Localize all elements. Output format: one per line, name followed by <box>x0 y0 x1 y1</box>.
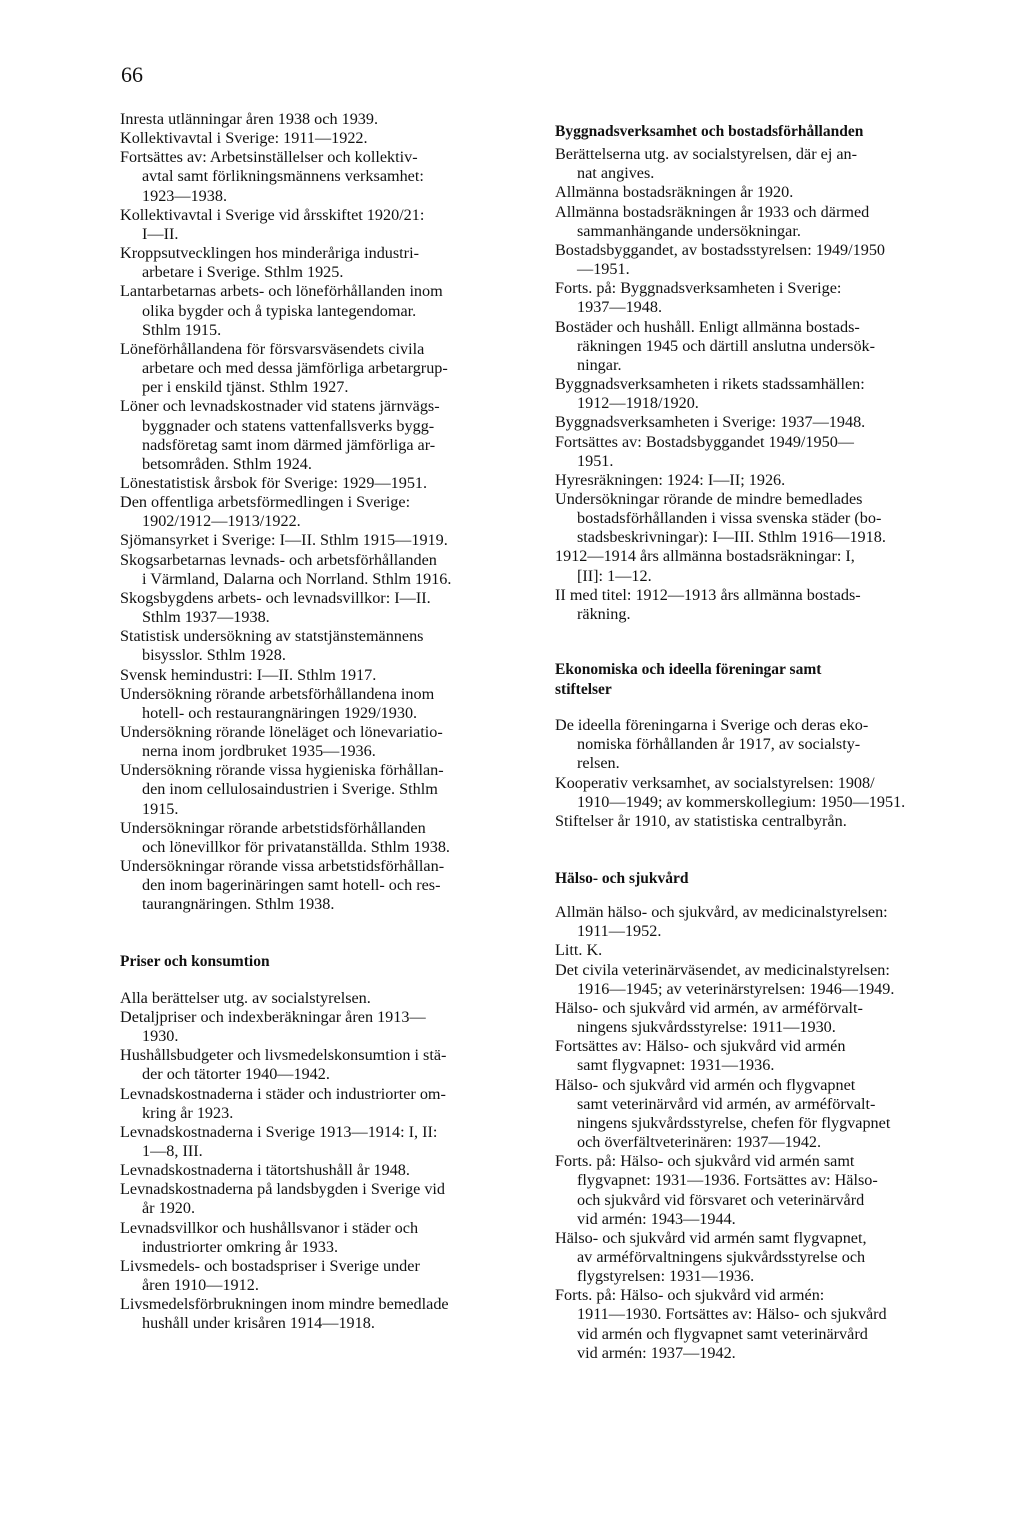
entry-continuation-line: olika bygder och å typiska lantegendomar. <box>142 301 417 320</box>
entry-continuation-line: [II]: 1—12. <box>577 566 652 585</box>
entry-line: Livsmedels- och bostadspriser i Sverige under <box>120 1256 420 1275</box>
entry-line: Kollektivavtal i Sverige vid årsskiftet 1920/21: <box>120 205 425 224</box>
list-item <box>120 1257 531 1295</box>
entry-continuation-line: åren 1910—1912. <box>142 1276 259 1295</box>
entry-continuation-line: sammanhängande undersökningar. <box>577 221 801 240</box>
entry-continuation-line: ningens sjukvårdsstyrelse, chefen för flygvapnet <box>577 1113 891 1132</box>
list-item <box>120 857 531 914</box>
list-item <box>120 819 531 857</box>
entry-continuation-line: vid armén: 1937—1942. <box>577 1343 736 1362</box>
entry-line: Allmän hälso- och sjukvård, av medicinalstyrelsen: <box>555 903 888 922</box>
section-spacer <box>555 624 965 660</box>
list-item <box>120 340 531 397</box>
entry-line: Fortsättes av: Bostadsbyggandet 1949/1950— <box>555 432 854 451</box>
entry-line: Bostäder och hushåll. Enligt allmänna bostads- <box>555 317 860 336</box>
list-item <box>120 685 531 723</box>
list-item <box>555 999 965 1037</box>
entry-line: II med titel: 1912—1913 års allmänna bostads- <box>555 585 861 604</box>
list-item <box>120 1046 531 1084</box>
list-item <box>120 627 531 665</box>
entry-line: Fortsättes av: Arbetsinställelser och kollektiv- <box>120 148 418 167</box>
entry-line: Forts. på: Hälso- och sjukvård vid armén samt <box>555 1152 855 1171</box>
list-item <box>120 1219 531 1257</box>
list-item <box>555 961 965 999</box>
list-item <box>120 493 531 531</box>
entry-continuation-line: 1916—1945; av veterinärstyrelsen: 1946—1949. <box>577 979 895 998</box>
entry-continuation-line: 1951. <box>577 451 614 470</box>
entry-continuation-line: vid armén: 1943—1944. <box>577 1209 736 1228</box>
entry-line: Kollektivavtal i Sverige: 1911—1922. <box>120 129 368 148</box>
entry-continuation-line: år 1920. <box>142 1199 196 1218</box>
list-item <box>120 1161 531 1180</box>
entry-line: Alla berättelser utg. av socialstyrelsen. <box>120 988 371 1007</box>
section-heading-ekonomiska: Ekonomiska och ideella föreningar samt stiftelser <box>555 661 822 699</box>
section-spacer <box>120 915 531 952</box>
list-item <box>120 206 531 244</box>
entry-continuation-line: 1911—1930. Fortsättes av: Hälso- och sjukvård <box>577 1305 887 1324</box>
list-item <box>555 1286 965 1363</box>
entry-line: Byggnadsverksamheten i rikets stadssamhällen: <box>555 375 865 394</box>
entry-line: Litt. K. <box>555 941 603 960</box>
entry-line: Allmänna bostadsräkningen år 1920. <box>555 183 794 202</box>
entry-continuation-line: den inom cellulosaindustrien i Sverige. Sthlm <box>142 780 438 799</box>
list-item <box>555 774 965 812</box>
entry-line: Undersökning rörande löneläget och lönevariatio- <box>120 723 443 741</box>
entry-line: 1912—1914 års allmänna bostadsräkningar: I, <box>555 547 855 566</box>
list-item <box>120 282 531 339</box>
entry-continuation-line: vid armén och flygvapnet samt veterinärvård <box>577 1324 868 1343</box>
entry-continuation-line: arbetare och med dessa jämförliga arbetargrup- <box>142 359 448 378</box>
list-item <box>120 551 531 589</box>
section-heading-halso: Hälso- och sjukvård <box>555 870 689 887</box>
entry-continuation-line: 1937—1948. <box>577 298 662 317</box>
byggnad-list <box>555 145 965 624</box>
entry-continuation-line: i Värmland, Dalarna och Norrland. Sthlm 1916. <box>142 569 452 588</box>
list-item <box>120 989 531 1008</box>
entry-line: Undersökningar rörande de mindre bemedlades <box>555 489 863 508</box>
entry-continuation-line: stadsbeskrivningar): I—III. Sthlm 1916—1918. <box>577 528 886 547</box>
list-item <box>555 1152 965 1229</box>
list-item <box>555 547 965 585</box>
list-item <box>120 129 531 148</box>
list-item <box>555 586 965 624</box>
list-item <box>555 716 965 773</box>
list-item <box>120 761 531 818</box>
entry-continuation-line: räkningen 1945 och därtill anslutna undersök- <box>577 336 876 355</box>
entry-continuation-line: 1912—1918/1920. <box>577 394 699 413</box>
entry-continuation-line: samt veterinärvård vid armén, av arméförvalt- <box>577 1094 876 1113</box>
entry-line: Allmänna bostadsräkningen år 1933 och därmed <box>555 202 870 221</box>
list-item <box>555 903 965 941</box>
entry-line: Svensk hemindustri: I—II. Sthlm 1917. <box>120 665 377 684</box>
list-item <box>555 183 965 202</box>
entry-continuation-line: den inom bagerinäringen samt hotell- och res- <box>142 876 441 895</box>
entry-line: Skogsbygdens arbets- och levnadsvillkor: I—II. <box>120 588 431 607</box>
entry-continuation-line: och överfältveterinären: 1937—1942. <box>577 1133 822 1152</box>
list-item <box>120 531 531 550</box>
entry-line: Kroppsutvecklingen hos minderåriga industri- <box>120 244 419 263</box>
entry-line: Den offentliga arbetsförmedlingen i Sverige: <box>120 493 411 512</box>
entry-continuation-line: per i enskild tjänst. Sthlm 1927. <box>142 378 349 397</box>
list-item <box>120 723 531 761</box>
list-item <box>555 375 965 413</box>
entry-continuation-line: hotell- och restaurangnäringen 1929/1930. <box>142 703 418 722</box>
entry-line: Levnadskostnaderna i Sverige 1913—1914: I, II: <box>120 1122 438 1141</box>
entry-line: De ideella föreningarna i Sverige och deras eko- <box>555 716 869 735</box>
list-item <box>555 145 965 183</box>
list-item <box>120 474 531 493</box>
entry-line: Hälso- och sjukvård vid armén och flygvapnet <box>555 1075 856 1094</box>
entry-line: Levnadsvillkor och hushållsvanor i städer och <box>120 1218 419 1237</box>
entry-continuation-line: Sthlm 1937—1938. <box>142 608 270 627</box>
entry-line: Levnadskostnaderna i städer och industriorter om- <box>120 1084 446 1103</box>
entry-continuation-line: bisysslor. Sthlm 1928. <box>142 646 286 665</box>
entry-line: Löneförhållandena för försvarsväsendets civila <box>120 339 425 358</box>
entry-line: Undersökning rörande arbetsförhållandena inom <box>120 684 435 703</box>
entry-continuation-line: industriorter omkring år 1933. <box>142 1237 339 1256</box>
entry-continuation-line: 1910—1949; av kommerskollegium: 1950—1951. <box>577 792 906 811</box>
entry-continuation-line: 1—8, III. <box>142 1141 203 1160</box>
entry-continuation-line: hushåll under krisåren 1914—1918. <box>142 1314 375 1333</box>
priser-list <box>120 989 531 1334</box>
section-spacer <box>555 700 965 716</box>
entry-line: Byggnadsverksamheten i Sverige: 1937—1948. <box>555 413 866 432</box>
list-item <box>120 148 531 205</box>
entry-continuation-line: nat angives. <box>577 164 655 183</box>
list-item <box>120 666 531 685</box>
list-item <box>555 241 965 279</box>
entry-continuation-line: ningar. <box>577 355 622 374</box>
ekonomiska-list <box>555 716 965 831</box>
list-item <box>555 1076 965 1153</box>
entry-continuation-line: av arméförvaltningens sjukvårdsstyrelse och <box>577 1247 866 1266</box>
entry-continuation-line: der och tätorter 1940—1942. <box>142 1065 330 1084</box>
list-item <box>120 1180 531 1218</box>
entry-line: Statistisk undersökning av statstjänstemännens <box>120 627 424 646</box>
entry-continuation-line: —1951. <box>577 260 630 279</box>
entry-continuation-line: kring år 1923. <box>142 1103 234 1122</box>
entry-line: Inresta utlänningar åren 1938 och 1939. <box>120 110 379 128</box>
entry-line: Levnadskostnaderna på landsbygden i Sverige vid <box>120 1180 446 1199</box>
entry-line: Undersökningar rörande arbetstidsförhållanden <box>120 818 426 837</box>
entry-continuation-line: ningens sjukvårdsstyrelse: 1911—1930. <box>577 1018 836 1037</box>
entry-line: Forts. på: Byggnadsverksamheten i Sverige: <box>555 279 842 298</box>
section-heading-byggnadsverksamhet: Byggnadsverksamhet och bostadsförhållanden <box>555 123 864 140</box>
entry-line: Lantarbetarnas arbets- och löneförhållanden inom <box>120 282 443 301</box>
entry-line: Stiftelser år 1910, av statistiska centralbyrån. <box>555 811 847 830</box>
entry-line: Fortsättes av: Hälso- och sjukvård vid armén <box>555 1037 846 1056</box>
entry-continuation-line: nadsföretag samt inom därmed jämförliga ar- <box>142 435 436 454</box>
entry-line: Undersökning rörande vissa hygieniska förhållan- <box>120 761 444 780</box>
entry-continuation-line: I—II. <box>142 224 179 243</box>
list-item <box>120 1123 531 1161</box>
entry-continuation-line: 1911—1952. <box>577 922 662 941</box>
list-item <box>555 812 965 831</box>
list-item <box>555 279 965 317</box>
entry-continuation-line: 1930. <box>142 1027 179 1046</box>
entry-continuation-line: avtal samt förlikningsmännens verksamhet: <box>142 167 424 186</box>
entry-continuation-line: bostadsförhållanden i vissa svenska städer (bo- <box>577 509 882 528</box>
page-number: 66 <box>121 62 143 87</box>
entry-continuation-line: och sjukvård vid försvaret och veterinärvård <box>577 1190 865 1209</box>
list-item <box>555 433 965 471</box>
entry-line: Kooperativ verksamhet, av socialstyrelsen: 1908/ <box>555 773 875 792</box>
entry-continuation-line: betsområden. Sthlm 1924. <box>142 454 312 473</box>
section-spacer <box>555 831 965 869</box>
entry-continuation-line: samt flygvapnet: 1931—1936. <box>577 1056 775 1075</box>
list-item <box>555 490 965 547</box>
section-spacer <box>555 888 965 903</box>
left-column <box>120 110 531 1334</box>
list-item <box>120 589 531 627</box>
entry-line: Detaljpriser och indexberäkningar åren 1913— <box>120 1007 426 1026</box>
entry-line: Berättelserna utg. av socialstyrelsen, där ej an- <box>555 145 858 164</box>
entry-line: Forts. på: Hälso- och sjukvård vid armén: <box>555 1286 825 1305</box>
list-item <box>555 318 965 375</box>
entry-line: Hälso- och sjukvård vid armén, av arméförvalt- <box>555 998 863 1017</box>
list-item <box>120 1008 531 1046</box>
entry-line: Undersökningar rörande vissa arbetstidsförhållan- <box>120 857 445 876</box>
entry-line: Det civila veterinärväsendet, av medicinalstyrelsen: <box>555 960 890 979</box>
entry-continuation-line: räkning. <box>577 604 631 623</box>
arbetsforhallanden-list <box>120 110 531 915</box>
entry-line: Hyresräkningen: 1924: I—II; 1926. <box>555 470 786 489</box>
section-spacer <box>120 971 531 989</box>
list-item <box>555 203 965 241</box>
entry-line: Levnadskostnaderna i tätortshushåll år 1948. <box>120 1161 410 1180</box>
list-item <box>120 244 531 282</box>
entry-continuation-line: nerna inom jordbruket 1935—1936. <box>142 742 376 761</box>
list-item <box>120 110 531 129</box>
list-item <box>555 413 965 432</box>
section-heading-priser: Priser och konsumtion <box>120 952 270 970</box>
entry-line: Löner och levnadskostnader vid statens järnvägs- <box>120 397 440 416</box>
entry-continuation-line: flygvapnet: 1931—1936. Fortsättes av: Hälso- <box>577 1171 878 1190</box>
entry-continuation-line: flygstyrelsen: 1931—1936. <box>577 1267 755 1286</box>
entry-continuation-line: 1923—1938. <box>142 186 227 205</box>
entry-line: Hälso- och sjukvård vid armén samt flygvapnet, <box>555 1228 867 1247</box>
right-column <box>555 110 965 1363</box>
entry-line: Lönestatistisk årsbok för Sverige: 1929—1951. <box>120 473 428 492</box>
entry-continuation-line: 1915. <box>142 799 179 818</box>
entry-line: Bostadsbyggandet, av bostadsstyrelsen: 1949/1950 <box>555 240 886 259</box>
entry-continuation-line: och lönevillkor för privatanställda. Sthlm 1938. <box>142 837 450 856</box>
list-item <box>555 1229 965 1286</box>
entry-line: Livsmedelsförbrukningen inom mindre bemedlade <box>120 1295 449 1314</box>
list-item <box>555 941 965 960</box>
entry-continuation-line: nomiska förhållanden år 1917, av socialsty- <box>577 735 861 754</box>
entry-line: Sjömansyrket i Sverige: I—II. Sthlm 1915—1919. <box>120 531 448 550</box>
entry-continuation-line: 1902/1912—1913/1922. <box>142 512 301 531</box>
entry-continuation-line: Sthlm 1915. <box>142 320 222 339</box>
entry-continuation-line: relsen. <box>577 754 620 773</box>
entry-continuation-line: arbetare i Sverige. Sthlm 1925. <box>142 263 344 282</box>
halso-list <box>555 903 965 1363</box>
list-item <box>555 471 965 490</box>
entry-continuation-line: byggnader och statens vattenfallsverks bygg- <box>142 416 435 435</box>
list-item <box>120 1295 531 1333</box>
entry-line: Skogsarbetarnas levnads- och arbetsförhållanden <box>120 550 437 569</box>
list-item <box>120 1085 531 1123</box>
list-item <box>120 397 531 474</box>
entry-line: Hushållsbudgeter och livsmedelskonsumtion i stä- <box>120 1046 447 1065</box>
entry-continuation-line: taurangnäringen. Sthlm 1938. <box>142 895 335 914</box>
list-item <box>555 1037 965 1075</box>
